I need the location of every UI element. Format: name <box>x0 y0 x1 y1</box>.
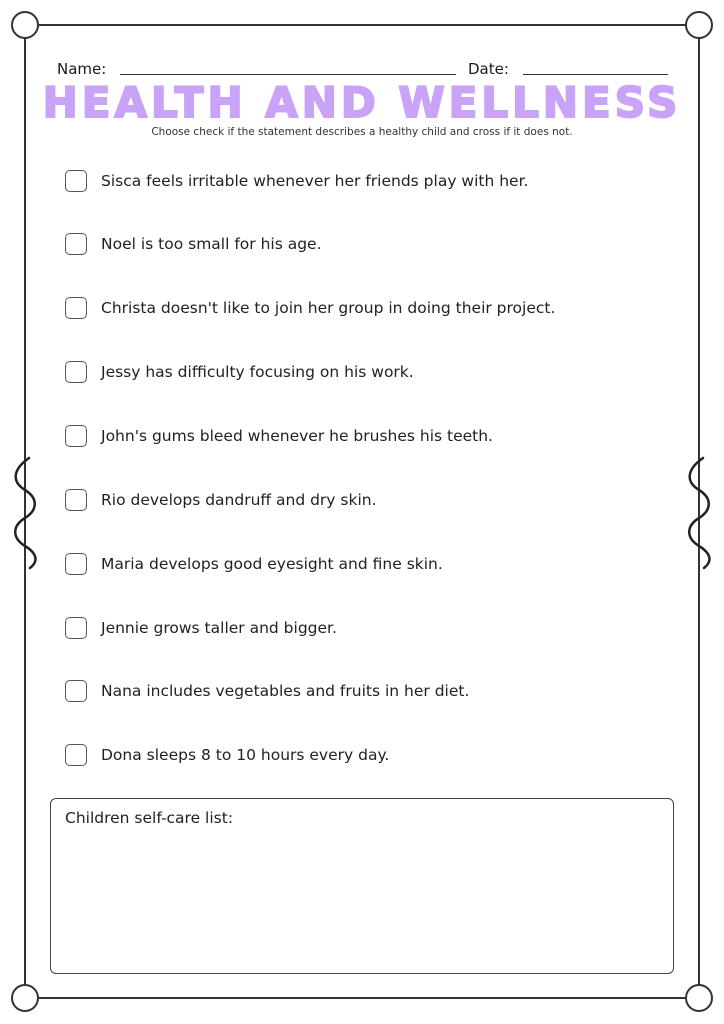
checkbox[interactable] <box>65 680 87 702</box>
checklist-item-text: Maria develops good eyesight and fine skin. <box>101 555 443 573</box>
corner-circle-icon <box>686 12 712 38</box>
checkbox[interactable] <box>65 233 87 255</box>
checklist-item-text: Sisca feels irritable whenever her friends play with her. <box>101 172 529 190</box>
date-field[interactable] <box>523 74 668 75</box>
selfcare-list-label: Children self-care list: <box>65 809 234 827</box>
selfcare-list-input[interactable] <box>65 837 659 961</box>
checklist-item <box>65 167 528 195</box>
checkbox[interactable] <box>65 361 87 383</box>
checklist-item <box>65 294 555 322</box>
checkbox[interactable] <box>65 489 87 511</box>
checklist-item <box>65 358 414 386</box>
checklist-item <box>65 677 469 705</box>
corner-circle-icon <box>686 985 712 1011</box>
page-title: HEALTH AND WELLNESS <box>42 78 682 127</box>
checkbox[interactable] <box>65 744 87 766</box>
checkbox[interactable] <box>65 297 87 319</box>
checkbox[interactable] <box>65 425 87 447</box>
checkbox[interactable] <box>65 553 87 575</box>
corner-circle-icon <box>12 985 38 1011</box>
name-field[interactable] <box>120 74 456 75</box>
checklist-item-text: John's gums bleed whenever he brushes his teeth. <box>101 427 493 445</box>
selfcare-list-box <box>50 798 674 974</box>
checklist-item <box>65 486 377 514</box>
checklist-item <box>65 230 322 258</box>
date-label: Date: <box>468 60 509 78</box>
checkbox[interactable] <box>65 617 87 639</box>
checklist-item <box>65 614 337 642</box>
corner-circle-icon <box>12 12 38 38</box>
checklist-item-text: Dona sleeps 8 to 10 hours every day. <box>101 746 390 764</box>
checklist-item-text: Noel is too small for his age. <box>101 235 322 253</box>
checklist-item <box>65 741 389 769</box>
checkbox[interactable] <box>65 170 87 192</box>
checklist-item <box>65 550 443 578</box>
name-label: Name: <box>57 60 107 78</box>
checklist-item-text: Jennie grows taller and bigger. <box>101 619 337 637</box>
checklist-item-text: Nana includes vegetables and fruits in her diet. <box>101 682 470 700</box>
checklist-item-text: Christa doesn't like to join her group in doing their project. <box>101 299 556 317</box>
checklist-item-text: Rio develops dandruff and dry skin. <box>101 491 377 509</box>
checklist-item-text: Jessy has difficulty focusing on his work. <box>101 363 414 381</box>
checklist-item <box>65 422 493 450</box>
instructions-text: Choose check if the statement describes a healthy child and cross if it does not. <box>151 126 573 138</box>
